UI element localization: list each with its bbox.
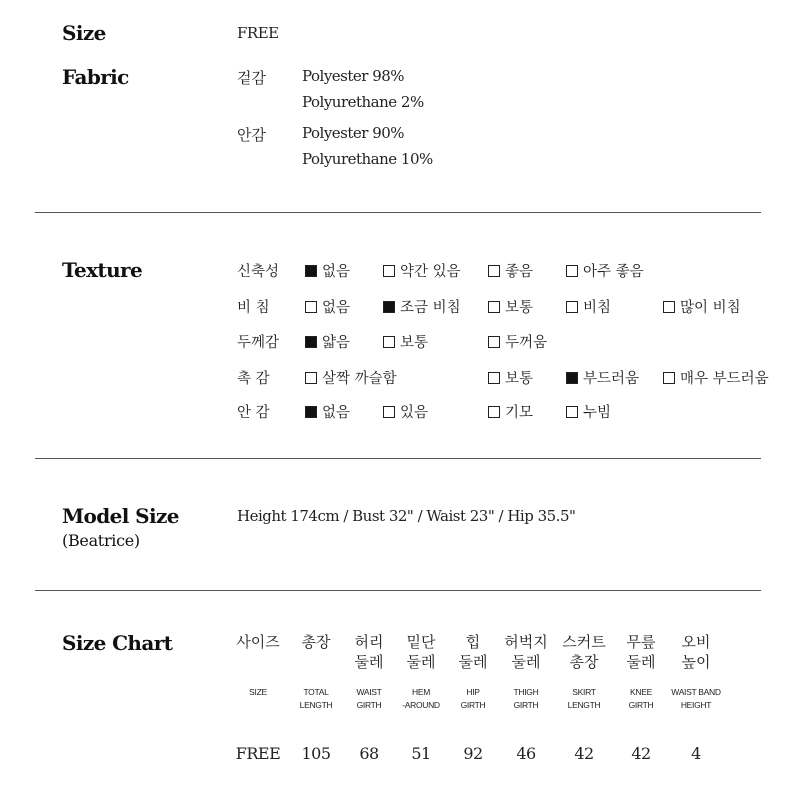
size-chart-header-kor: 둘레: [626, 653, 656, 671]
size-chart-header-eng: TOTAL: [303, 687, 329, 697]
checkbox-icon[interactable]: [305, 336, 317, 348]
size-chart-header-eng: SKIRT: [572, 687, 596, 697]
size-chart-header-kor: 허벅지: [504, 633, 548, 651]
texture-option[interactable]: 보통: [488, 296, 533, 317]
size-chart-value: 92: [463, 744, 483, 763]
checkbox-icon[interactable]: [488, 406, 500, 418]
texture-option[interactable]: 아주 좋음: [566, 260, 644, 281]
size-chart-value: 4: [691, 744, 701, 763]
size-chart-header-kor: 둘레: [354, 653, 384, 671]
size-chart-header-eng: HIP: [466, 687, 480, 697]
texture-row-label: 비 침: [237, 300, 270, 316]
checkbox-icon[interactable]: [566, 372, 578, 384]
size-chart-header-kor: 총장: [569, 653, 599, 671]
checkbox-icon[interactable]: [305, 406, 317, 418]
size-chart-value: FREE: [235, 744, 281, 763]
checkbox-icon[interactable]: [488, 301, 500, 313]
size-chart-header-eng: HEIGHT: [680, 700, 712, 710]
size-chart-value: 42: [574, 744, 594, 763]
size-value: FREE: [237, 24, 279, 42]
size-chart-header-eng: SIZE: [249, 687, 267, 697]
texture-row-label: 촉 감: [237, 371, 270, 387]
checkbox-icon[interactable]: [566, 265, 578, 277]
model-size-title: Model Size: [62, 504, 179, 528]
checkbox-icon[interactable]: [383, 336, 395, 348]
texture-option[interactable]: 얇음: [305, 331, 350, 352]
texture-option[interactable]: 있음: [383, 401, 428, 422]
size-chart-header-kor: 스커트: [562, 633, 606, 651]
texture-option[interactable]: 두꺼움: [488, 331, 547, 352]
size-chart-value: 46: [516, 744, 536, 763]
fabric-outer-line: Polyester 98%: [302, 67, 405, 85]
size-chart-header-eng: GIRTH: [356, 700, 382, 710]
texture-row-label: 안 감: [237, 405, 270, 421]
size-chart-header-kor: 높이: [681, 653, 711, 671]
size-chart-header-kor: 사이즈: [236, 633, 280, 651]
checkbox-icon[interactable]: [488, 265, 500, 277]
size-chart-header-kor: 무릎: [626, 633, 656, 651]
texture-option[interactable]: 살짝 까슬함: [305, 367, 397, 388]
size-chart-header-eng: LENGTH: [567, 700, 601, 710]
size-chart-header-kor: 둘레: [406, 653, 436, 671]
fabric-lining-label: 안감: [237, 126, 266, 144]
texture-option[interactable]: 많이 비침: [663, 296, 741, 317]
checkbox-icon[interactable]: [663, 372, 675, 384]
fabric-lining-line: Polyurethane 10%: [302, 150, 433, 168]
texture-option[interactable]: 조금 비침: [383, 296, 461, 317]
texture-option[interactable]: 보통: [488, 367, 533, 388]
size-chart-header-eng: THIGH: [513, 687, 539, 697]
checkbox-icon[interactable]: [305, 301, 317, 313]
checkbox-icon[interactable]: [663, 301, 675, 313]
size-chart-header-eng: KNEE: [630, 687, 652, 697]
checkbox-icon[interactable]: [383, 265, 395, 277]
size-chart-header-eng: WAIST: [356, 687, 382, 697]
size-chart-value: 42: [631, 744, 651, 763]
texture-option[interactable]: 없음: [305, 296, 350, 317]
size-chart-header-kor: 허리: [354, 633, 384, 651]
size-chart-header-eng: GIRTH: [513, 700, 539, 710]
checkbox-icon[interactable]: [488, 372, 500, 384]
size-chart-value: 68: [359, 744, 379, 763]
fabric-outer-label: 겉감: [237, 69, 266, 87]
size-chart-header-eng: LENGTH: [299, 700, 333, 710]
texture-option[interactable]: 좋음: [488, 260, 533, 281]
checkbox-icon[interactable]: [566, 301, 578, 313]
size-chart-value: 51: [411, 744, 431, 763]
texture-option[interactable]: 보통: [383, 331, 428, 352]
divider: [35, 212, 761, 213]
texture-title: Texture: [62, 258, 143, 282]
checkbox-icon[interactable]: [305, 372, 317, 384]
fabric-outer-line: Polyurethane 2%: [302, 93, 424, 111]
size-chart-header-eng: -AROUND: [402, 700, 440, 710]
texture-option[interactable]: 없음: [305, 260, 350, 281]
checkbox-icon[interactable]: [383, 406, 395, 418]
texture-option[interactable]: 누빔: [566, 401, 611, 422]
size-chart-header-eng: WAIST BAND: [671, 687, 721, 697]
size-chart-header-kor: 총장: [301, 633, 331, 651]
fabric-title: Fabric: [62, 65, 129, 89]
size-chart-value: 105: [301, 744, 331, 763]
texture-option[interactable]: 없음: [305, 401, 350, 422]
texture-option[interactable]: 기모: [488, 401, 533, 422]
checkbox-icon[interactable]: [383, 301, 395, 313]
size-chart-header-kor: 둘레: [511, 653, 541, 671]
size-chart-header-kor: 밑단: [406, 633, 436, 651]
model-stats: Height 174cm / Bust 32" / Waist 23" / Hip 35.5": [237, 507, 576, 525]
size-chart-title: Size Chart: [62, 631, 173, 655]
checkbox-icon[interactable]: [566, 406, 578, 418]
checkbox-icon[interactable]: [305, 265, 317, 277]
size-title: Size: [62, 21, 106, 45]
texture-option[interactable]: 비침: [566, 296, 611, 317]
divider: [35, 590, 761, 591]
texture-option[interactable]: 약간 있음: [383, 260, 461, 281]
texture-row-label: 두께감: [237, 335, 280, 351]
fabric-lining-line: Polyester 90%: [302, 124, 405, 142]
size-chart-header-eng: GIRTH: [460, 700, 486, 710]
model-name: (Beatrice): [62, 531, 140, 550]
texture-option[interactable]: 매우 부드러움: [663, 367, 769, 388]
size-chart-header-kor: 힙: [465, 633, 481, 651]
texture-option[interactable]: 부드러움: [566, 367, 639, 388]
size-chart-header-eng: HEM: [412, 687, 430, 697]
size-chart-header-kor: 둘레: [458, 653, 488, 671]
size-chart-header-eng: GIRTH: [628, 700, 654, 710]
texture-row-label: 신축성: [237, 264, 280, 280]
divider: [35, 458, 761, 459]
checkbox-icon[interactable]: [488, 336, 500, 348]
size-chart-header-kor: 오비: [681, 633, 711, 651]
